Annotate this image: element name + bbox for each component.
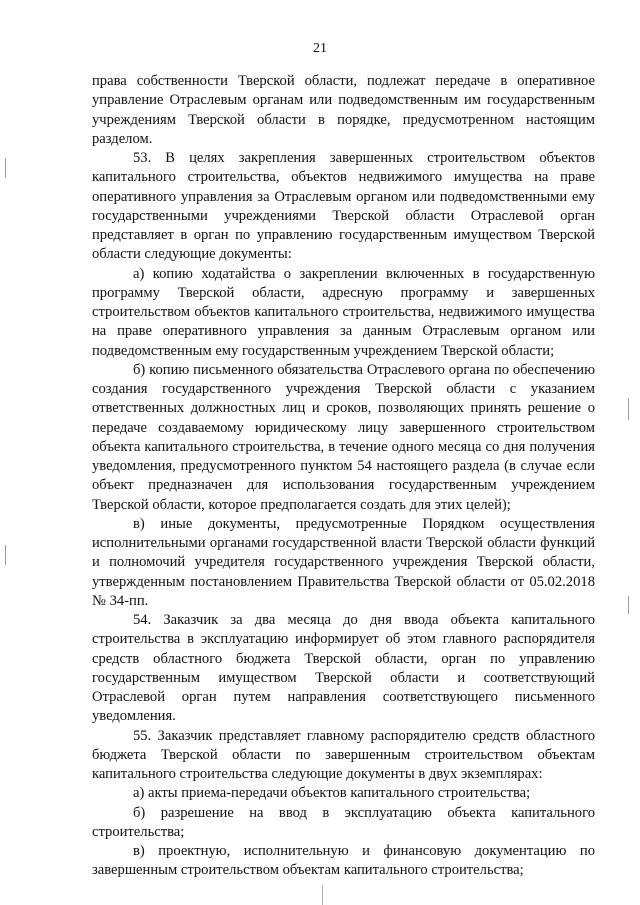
document-body bbox=[92, 72, 595, 881]
paragraph-continued: права собственности Тверской области, подлежат передаче в оперативное управление Отраслевым органам или подведомственным им государственным учреждениям Тверской области в порядке, предусмотренном настоящим разделом. bbox=[92, 73, 595, 147]
scan-artifact-left-top bbox=[5, 158, 6, 178]
paragraph-53: 53. В целях закрепления завершенных строительством объектов капитального строительства, объектов недвижимого имущества на праве оперативного управления за Отраслевым органом или подведомственными ему государственными учреждениями Тверской области Отраслевой орган представляет в орган по управлению государственным имуществом Тверской области следующие документы: bbox=[92, 150, 595, 263]
paragraph-53-item-v: в) иные документы, предусмотренные Порядком осуществления исполнительными органами государственной власти Тверской области функций и полномочий учредителя государственного учреждения Тверской области, утвержденным постановлением Правительства Тверской области от 05.02.2018 № 34-пп. bbox=[92, 515, 595, 609]
scan-artifact-right-bottom bbox=[628, 596, 629, 614]
scan-artifact-bottom-center bbox=[322, 885, 323, 905]
scan-artifact-left-bottom bbox=[5, 545, 6, 565]
paragraph-53-item-a: а) копию ходатайства о закреплении включенных в государственную программу Тверской области, адресную программу и завершенных строительством объектов капитального строительства, недвижимого имущества на праве оперативного управления за данным Отраслевым органом или подведомственным ему государственным учреждением Тверской области; bbox=[92, 265, 595, 359]
page-number: 21 bbox=[313, 41, 327, 56]
paragraph-55-item-v: в) проектную, исполнительную и финансовую документацию по завершенным строительством объектам капитального строительства; bbox=[92, 843, 595, 879]
paragraph-55-item-b: б) разрешение на ввод в эксплуатацию объекта капитального строительства; bbox=[92, 804, 595, 840]
paragraph-53-item-b: б) копию письменного обязательства Отраслевого органа по обеспечению создания государственного учреждения Тверской области с указанием ответственных должностных лиц и сроков, позволяющих принять решение о передаче создаваемому юридическому лицу завершенного строительством объекта капитального строительства, в течение одного месяца со дня получения уведомления, предусмотренного пунктом 54 настоящего раздела (в случае если объект предназначен для использования государственным учреждением Тверской области, которое предполагается создать для этих целей); bbox=[92, 361, 595, 513]
paragraph-55: 55. Заказчик представляет главному распорядителю средств областного бюджета Тверской области по завершенным строительством объектам капитального строительства следующие документы в двух экземплярах: bbox=[92, 727, 595, 782]
paragraph-54: 54. Заказчик за два месяца до дня ввода объекта капитального строительства в эксплуатацию информирует об этом главного распорядителя средств областного бюджета Тверской области, орган по управлению государственным имуществом Тверской области и соответствующий Отраслевой орган путем направления соответствующего письменного уведомления. bbox=[92, 612, 595, 725]
scan-artifact-right-top bbox=[628, 398, 629, 420]
paragraph-55-item-a: а) акты приема-передачи объектов капитального строительства; bbox=[133, 785, 531, 802]
